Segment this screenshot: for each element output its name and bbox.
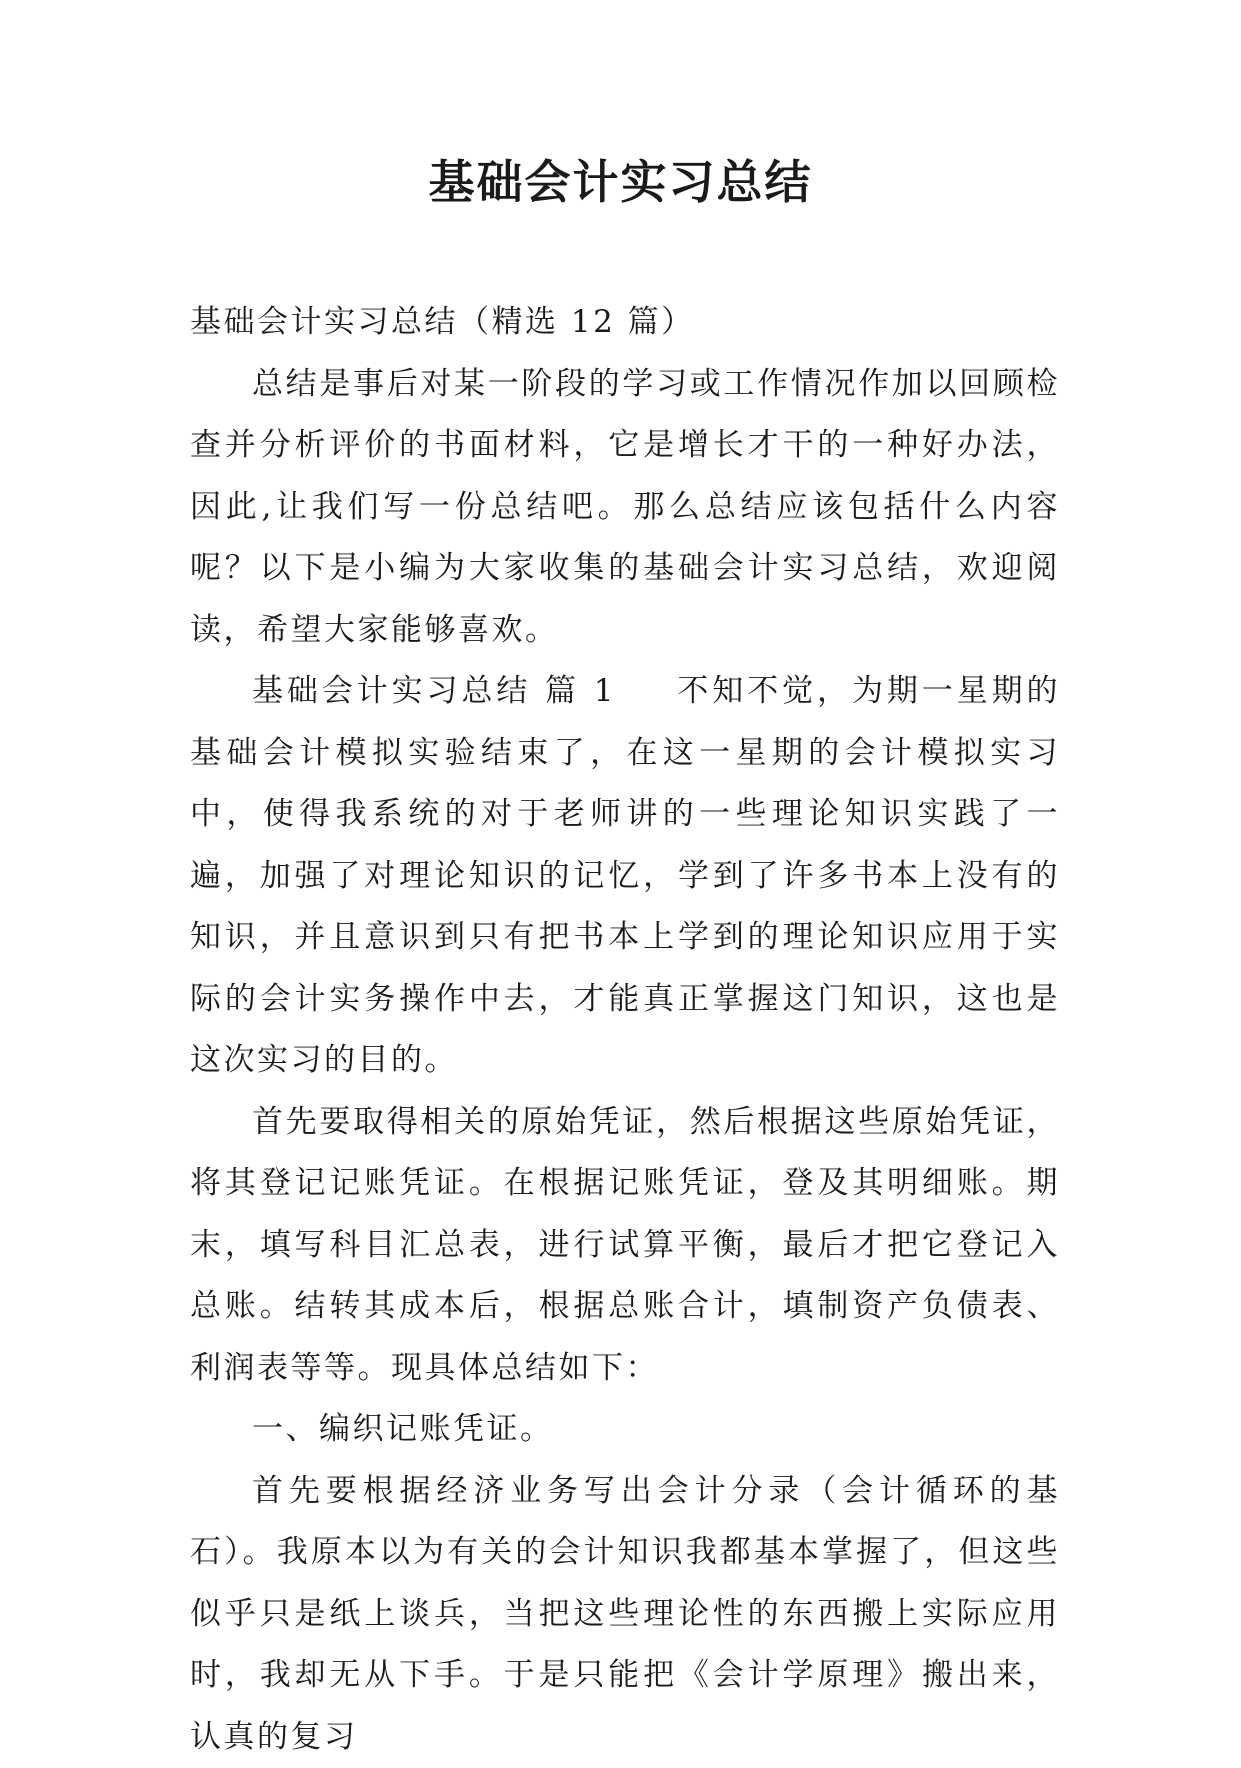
section-1-heading: 基础会计实习总结 篇 1 xyxy=(252,673,616,709)
section-1-paragraph xyxy=(190,661,1060,1092)
procedure-paragraph: 首先要取得相关的原始凭证，然后根据这些原始凭证，将其登记记账凭证。在根据记账凭证，登及其明细账。期末，填写科目汇总表，进行试算平衡，最后才把它登记入总账。结转其成本后，根据总账合计，填制资产负债表、利润表等等。现具体总结如下： xyxy=(190,1092,1060,1400)
intro-paragraph: 总结是事后对某一阶段的学习或工作情况作加以回顾检查并分析评价的书面材料，它是增长才干的一种好办法，因此,让我们写一份总结吧。那么总结应该包括什么内容呢？以下是小编为大家收集的基础会计实习总结，欢迎阅读，希望大家能够喜欢。 xyxy=(190,354,1060,662)
voucher-paragraph: 首先要根据经济业务写出会计分录（会计循环的基石）。我原本以为有关的会计知识我都基本掌握了，但这些似乎只是纸上谈兵，当把这些理论性的东西搬上实际应用时，我却无从下手。于是只能把《会计学原理》搬出来，认真的复习 xyxy=(190,1461,1060,1768)
list-item-1: 一、编织记账凭证。 xyxy=(190,1399,1060,1461)
document-title: 基础会计实习总结 xyxy=(0,152,1241,212)
document-subtitle: 基础会计实习总结（精选 12 篇） xyxy=(190,292,1060,354)
document-body xyxy=(190,292,1060,1768)
section-1-text: 不知不觉，为期一星期的基础会计模拟实验结束了，在这一星期的会计模拟实习中，使得我系统的对于老师讲的一些理论知识实践了一遍，加强了对理论知识的记忆，学到了许多书本上没有的知识，并且意识到只有把书本上学到的理论知识应用于实际的会计实务操作中去，才能真正掌握这门知识，这也是这次实习的目的。 xyxy=(190,673,1060,1078)
